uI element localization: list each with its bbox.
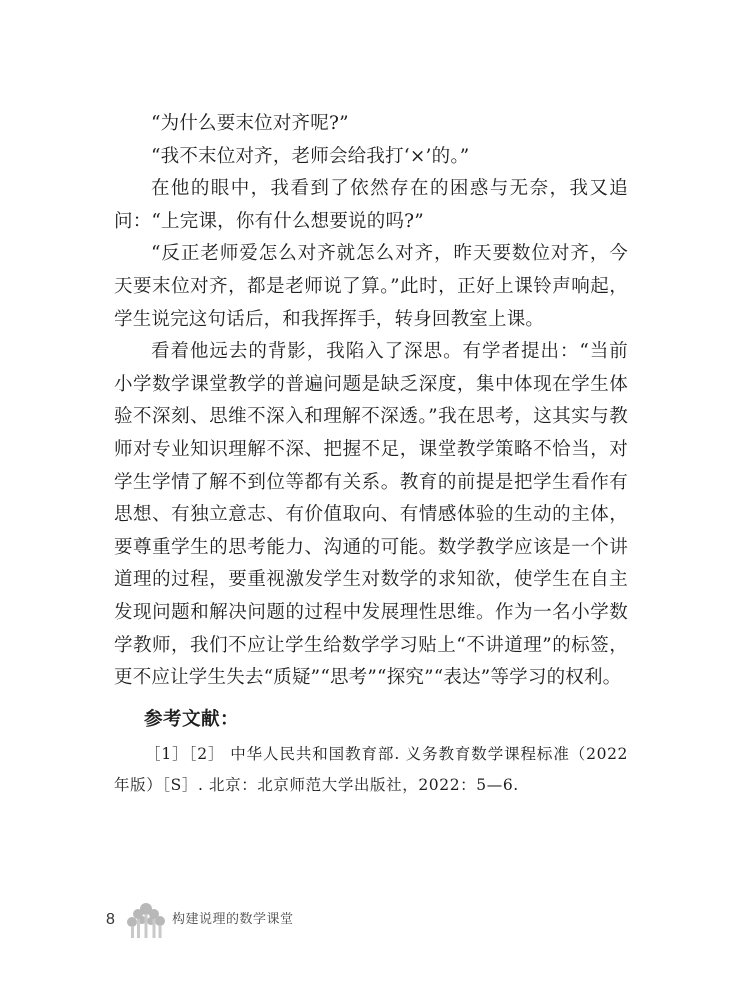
paragraph: “反正老师爱怎么对齐就怎么对齐，昨天要数位对齐，今天要末位对齐，都是老师说了算。”此时，正好上课铃声响起，学生说完这句话后，和我挥挥手，转身回教室上课。: [114, 243, 628, 330]
body-text: [114, 108, 628, 695]
tree-logo-icon: [124, 902, 168, 942]
paragraph: 看着他远去的背影，我陷入了深思。有学者提出：“当前小学数学课堂教学的普遍问题是缺乏深度，集中体现在学生体验不深刻、思维不深入和理解不深透。”我在思考，这其实与教师对专业知识理解不深、把握不足，课堂教学策略不恰当，对学生学情了解不到位等都有关系。教育的前提是把学生看作有思想、有独立意志、有价值取向、有情感体验的生动的主体，要尊重学生的思考能力、沟通的可能。数学教学应该是一个讲道理的过程，要重视激发学生对数学的求知欲，使学生在自主发现问题和解决问题的过程中发展理性思维。作为一名小学数学教师，我们不应让学生给数学学习贴上“不讲道理”的标签，更不应让学生失去“质疑”“思考”“探究”“表达”等学习的权利。: [114, 341, 628, 689]
paragraph: “为什么要末位对齐呢?”: [151, 113, 349, 134]
reference-item: ［1］［2］ 中华人民共和国教育部. 义务教育数学课程标准（2022 年版）［S］. 北京：北京师范大学出版社，2022：5—6.: [114, 745, 628, 794]
page-footer: [106, 902, 406, 942]
book-title: 构建说理的数学课堂: [172, 912, 294, 927]
page-number: 8: [106, 911, 115, 928]
references-list: [114, 739, 628, 801]
paragraph: 在他的眼中，我看到了依然存在的困惑与无奈，我又追问：“上完课，你有什么想要说的吗?”: [114, 178, 628, 232]
paragraph: “我不末位对齐，老师会给我打‘×’的。”: [151, 145, 470, 167]
references-heading: 参考文献：: [144, 709, 240, 730]
